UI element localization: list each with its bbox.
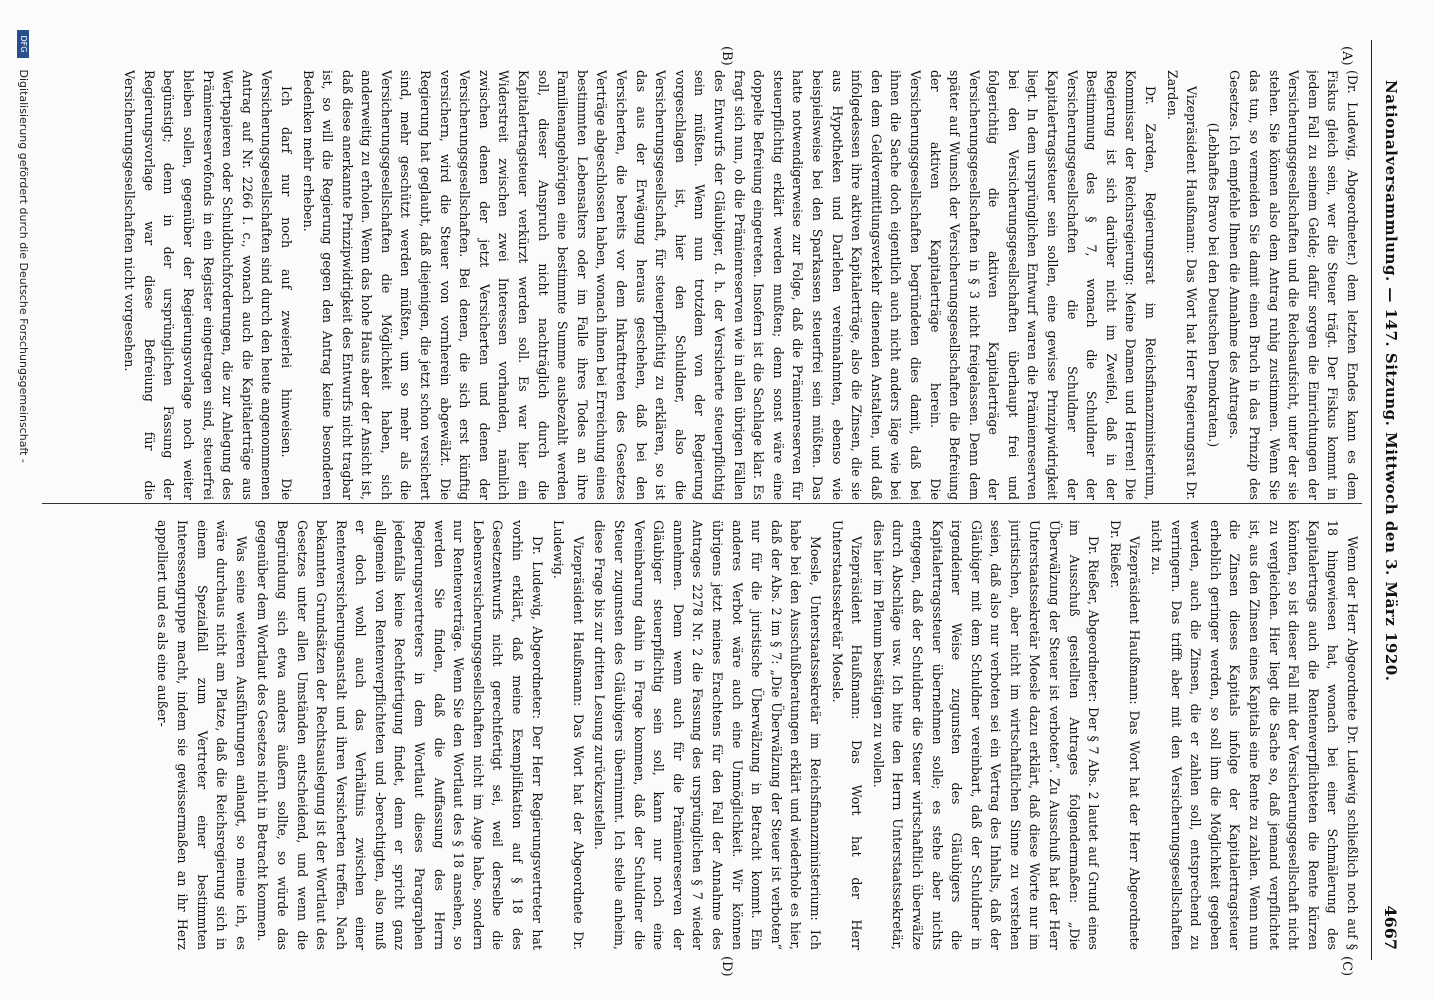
dfg-logo: DFG (17, 30, 29, 58)
applause-note: (Lebhaftes Bravo bei den Deutschen Demokraten.) (1205, 122, 1221, 448)
speaker-announcement: Vizepräsident Haußmann: Das Wort hat Herr Regierungsrat Dr. Zarden. (1164, 70, 1200, 500)
digitization-footer (12, 30, 30, 970)
speaker-announcement: Vizepräsident Haußmann: Das Wort hat der Abgeordnete Dr. Ludewig. (551, 520, 586, 950)
column-divider (42, 503, 1362, 504)
speech-paragraph: Dr. Rießer, Abgeordneter: Der § 7 Abs. 2 lautet auf Grund eines im Ausschuß gestellten Antrages folgendermaßen: „Die Überwälzung der Steuer ist verboten“. Zu Ausschuß hat der Herr Unterstaatssekretär Moesle dazu erklärt, daß diese Worte nur im juristischen, aber nicht im wirtschaftlichen Sinne zu verstehen seien, daß also nur verboten sei ein Vertrag des Inhalts, daß der Gläubiger mit dem Schuldner vereinbart, daß der Schuldner in irgendeiner Weise zugunsten des Gläubigers die Kapitalertragssteuer übernehmen solle; es stehe aber nichts entgegen, daß der Schuldner die Steuer wirtschaftlich überwälze durch Abschläge usw. Ich bitte den Herrn Unterstaatssekretär, dies hier im Plenum bestätigen zu wollen. (870, 520, 1102, 950)
speaker-announcement: Vizepräsident Haußmann: Das Wort hat der Herr Unterstaatssekretär Moesle. (829, 520, 865, 950)
header-title: Nationalversammlung. — 147. Sitzung. Mittwoch den 3. März 1920. (1382, 80, 1400, 682)
left-column (42, 70, 1362, 500)
margin-mark-d: (D) (719, 956, 734, 977)
margin-mark-c: (C) (1339, 956, 1354, 977)
speech-paragraph: Wenn der Herr Abgeordnete Dr. Ludewig schließlich noch auf § 18 hingewiesen hat, wonach bei einer Schmälerung des Kapitalertrags auch die Rentenverpflichteten die Rente kürzen könnten, so ist dieser Fall mit der Versicherungsgesellschaft nicht zu vergleichen. Hier liegt die Sache so, daß jemand verpflichtet ist, aus den Zinsen eines Kapitals eine Rente zu zahlen. Wenn nun die Zinsen dieses Kapitals infolge der Kapitalertragsteuer erheblich geringer werden, so soll ihm die Möglichkeit gegeben werden, auch die Zinsen, die er zahlen soll, entsprechend zu verringern. Das trifft aber mit den Versicherungsgesellschaften nicht zu. (1149, 520, 1360, 950)
speaker-announcement: Vizepräsident Haußmann: Das Wort hat der Herr Abgeordnete Dr. Rießer. (1107, 520, 1143, 950)
page-number: 4667 (1381, 905, 1400, 950)
page-header (1371, 40, 1406, 960)
margin-mark-a: (A) (1339, 46, 1354, 66)
footer-text: Digitalisierung gefördert durch die Deutsche Forschungsgemeinschaft - (17, 69, 30, 463)
speech-paragraph: Dr. Zarden, Regierungsrat im Reichsfinanzministerium, Kommissar der Reichsregierung: Meine Damen und Herren! Die Regierung ist sich darüber nicht im Zweifel, daß in der Bestimmung des § 7, wonach die Schuldner der Versicherungsgesellschaften die Schuldner der Kapitalertragssteuer sein sollen, eine gewisse Prinzipwidrigkeit liegt. In dem ursprünglichen Entwurf waren die Prämienreserven bei den Versicherungsgesellschaften überhaupt frei und folgerichtig die aktiven Kapitalerträge der Versicherungsgesellschaften in § 3 nicht freigelassen. Denn dem später auf Wunsch der Versicherungsgesellschaften die Befreiung der aktiven Kapitalerträge herein. Die Versicherungsgesellschaften begründeten dies damit, daß bei ihnen die Sache doch eigentlich auch nicht anders läge wie bei den dem Geldvermittlungsverkehr dienenden Anstalten, und daß infolgedessen ihre aktiven Kapitalerträge, also die Zinsen, die sie aus Hypotheken und Darlehen vereinnahmten, ebenso wie beispielsweise bei den Sparkassen steuerfrei sein müßten. Das hatte notwendigerweise zur Folge, daß die Prämienreserven für steuerpflichtig erklärt werden mußten; denn sonst wäre eine doppelte Befreiung eingetreten. Insofern ist die Sachlage klar. Es fragt sich nun, ob die Prämienreserven wie in allen übrigen Fällen des Entwurfs der Gläubiger, d. h. der Versicherte steuerpflichtig sein müßten. Wenn nun trotzdem von der Regierung vorgeschlagen ist, hier den Schuldner, also die Versicherungsgesellschaft, für steuerpflichtig zu erklären, so ist das aus der Erwägung heraus geschehen, daß bei den Versicherten, die bereits vor dem Inkrafttreten des Gesetzes Verträge abgeschlossen haben, wonach ihnen bei Erreichung eines bestimmten Lebensalters oder im Falle ihres Todes an ihre Familienangehörigen eine bestimmte Summe ausbezahlt werden soll, dieser Anspruch nicht nachträglich durch die Kapitalertragsteuer verkürzt werden soll. Es war hier ein Widerstreit zwischen zwei Interessen vorhanden, nämlich zwischen denen der jetzt Versicherten und denen der Versicherungsgesellschaften. Bei denen, die sich erst künftig versichern, wird die Steuer von vornherein abgewälzt. Die Regierung hat geglaubt, daß diejenigen, die jetzt schon versichert sind, mehr geschützt werden müßten, um so mehr als die Versicherungsgesellschaften die Möglichkeit haben, sich anderweitig zu erholen. Wenn das hohe Haus aber der Ansicht ist, daß diese anerkannte Prinzipwidrigkeit des Entwurfs nicht tragbar ist, so will die Regierung gegen den Antrag keine besonderen Bedenken mehr erheben. (300, 70, 1159, 500)
speech-paragraph: Dr. Ludewig, Abgeordneter: Der Herr Regierungsvertreter hat vorhin erklärt, daß meine Exemplifikation auf § 18 des Gesetzentwurfs nicht gerechtfertigt sei, weil derselbe die Lebensversicherungsgesellschaften nicht im Auge habe, sondern nur Rentenverträge. Wenn Sie den Wortlaut des § 18 ansehen, so werden Sie finden, daß die Auffassung des Herrn Regierungsvertreters in dem Wortlaut dieses Paragraphen jedenfalls keine Rechtfertigung findet, denn er spricht ganz allgemein von Rentenverpflichteten und -berechtigten, also muß er doch wohl auch das Verhältnis zwischen einer Rentenversicherungsanstalt und ihren Versicherten treffen. Nach bekannten Grundsätzen der Rechtsauslegung ist der Wortlaut des Gesetzes unter allen Umständen entscheidend, und wenn die Begründung sich etwa anders äußern sollte, so würde das gegenüber dem Wortlaut des Gesetzes nicht in Betracht kommen. (255, 520, 545, 950)
right-column (42, 520, 1362, 950)
paragraph: (Dr. Ludewig, Abgeordneter.) dem letzten Endes kann es dem Fiskus gleich sein, wer die Steuer trägt. Der Fiskus kommt in jedem Fall zu seinem Gelde; dafür sorgen die Einrichtungen der Versicherungsgesellschaften und die Reichsaufsicht, unter der sie stehen. Sie können also dem Antrag ruhig zustimmen. Wenn Sie das tun, so vermeiden Sie damit einen Bruch in das Prinzip des Gesetzes. Ich empfehle Ihnen die Annahme des Antrages. (1227, 70, 1360, 500)
speech-paragraph: Was seine weiteren Ausführungen anlangt, so meine ich, es wäre durchaus nicht am Platze, daß die Reichsregierung sich in einem Spezialfall zum Vertreter einer bestimmten Interessengruppe macht, indem sie gewissermaßen an ihr Herz appelliert und es als eine außer- (155, 520, 249, 950)
speech-paragraph: Moesle, Unterstaatssekretär im Reichsfinanzministerium: Ich habe bei den Ausschußberatungen erklärt und wiederhole es hier, daß der Abs. 2 im § 7: „Die Überwälzung der Steuer ist verboten“ nur für die juristische Überwälzung in Betracht kommt. Ein anderes Verbot wäre auch eine Unmöglichkeit. Wir können übrigens jetzt meines Erachtens für den Fall der Annahme des Antrages 2278 Nr. 2 die Fassung des ursprünglichen § 7 wieder annehmen. Denn wenn auch für die Prämienreserven der Gläubiger steuerpflichtig sein soll, kann nur noch eine Vereinbarung dahin in Frage kommen, daß der Schuldner die Steuer zugunsten des Gläubigers übernimmt. Ich stelle anheim, diese Frage bis zur dritten Lesung zurückzustellen. (592, 520, 823, 950)
margin-mark-b: (B) (719, 46, 734, 66)
speech-paragraph: Ich darf nur noch auf zweierlei hinweisen. Die Versicherungsgesellschaften sind durch den heute angenommenen Antrag auf Nr. 2266 I. c., wonach auch die Kapitalerträge aus Wertpapieren oder Schuldbuchforderungen, die zur Anlegung des Prämienreservefonds in ein Register eingetragen sind, steuerfrei bleiben sollen, gegenüber der Regierungsvorlage noch weiter begünstigt; denn in der ursprünglichen Fassung der Regierungsvorlage war diese Befreiung für die Versicherungsgesellschaften nicht vorgesehen. (122, 70, 294, 500)
